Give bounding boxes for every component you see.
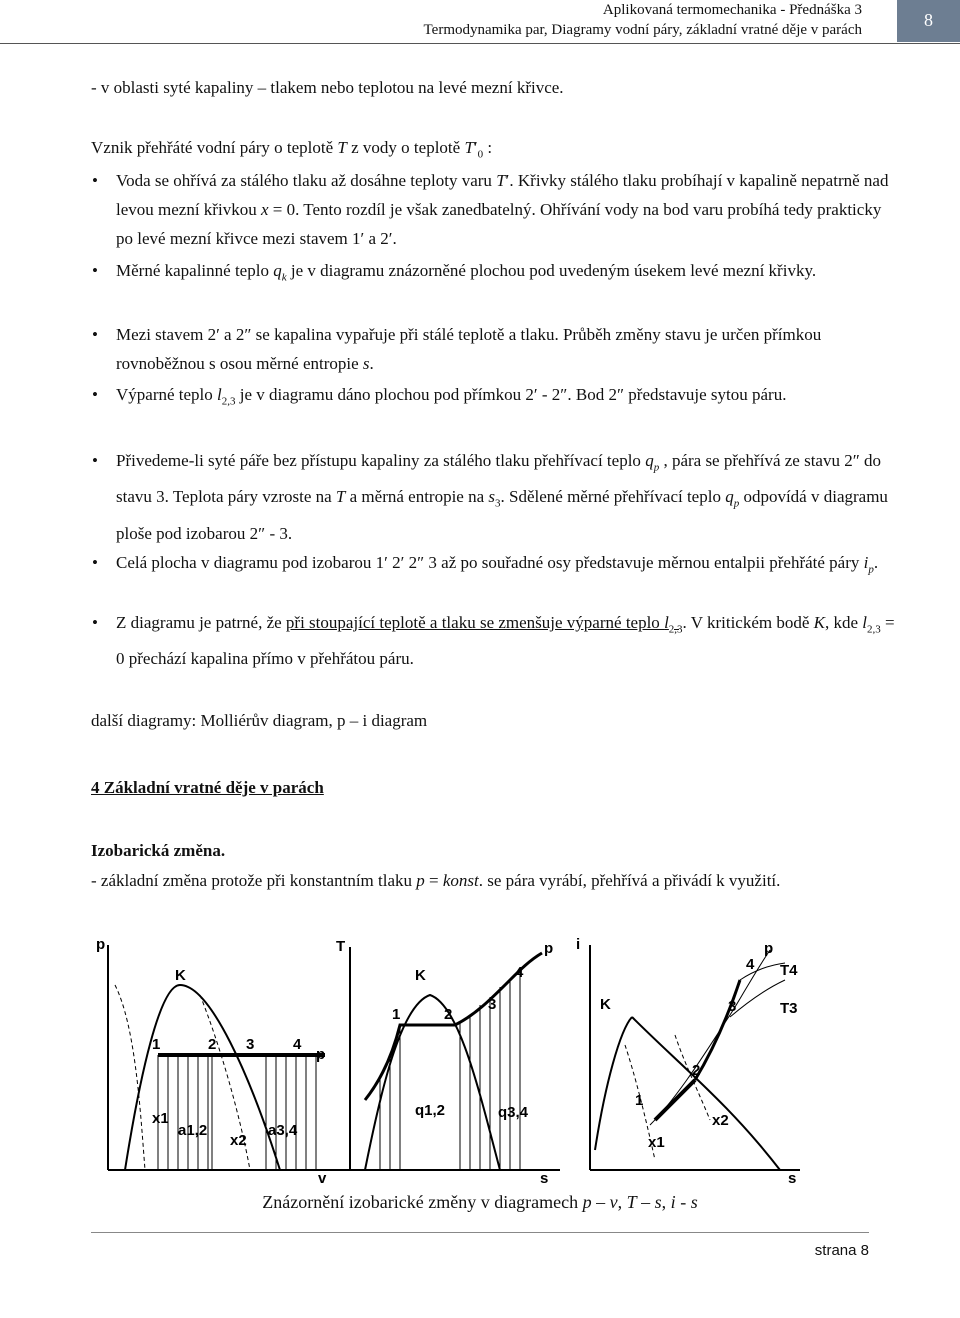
is-labels (576, 936, 798, 1187)
ts-diagram (350, 947, 560, 1170)
ts-axis-x-label: s (540, 1170, 549, 1187)
figure-caption: Znázornění izobarické změny v diagramech p – v, T – s, i - s (262, 1192, 698, 1212)
ts-q12-label: q1,2 (415, 1102, 446, 1119)
pv-critical-label: K (175, 967, 186, 984)
pv-point-1: 1 (152, 1036, 161, 1053)
is-axis-y-label: i (576, 936, 581, 953)
pv-a34-label: a3,4 (268, 1122, 298, 1139)
pv-a12-label: a1,2 (178, 1122, 208, 1139)
is-axis-x-label: s (788, 1170, 797, 1187)
bullet-4: • Výparné teplo $l_{2,3}$ je v diagramu dáno plochou pod přímkou 2′ - 2″. Bod 2″ představuje sytou páru. (92, 385, 787, 408)
is-diagram (590, 945, 800, 1170)
is-x1-label: x1 (648, 1134, 665, 1151)
pv-x2-label: x2 (230, 1132, 247, 1149)
ts-point-4: 4 (515, 964, 524, 981)
ts-critical-label: K (415, 967, 426, 984)
bullet-6: • Celá plocha v diagramu pod izobarou 1′ 2′ 2″ 3 až po souřadné osy představuje měrnou entalpii přehřáté páry $i_p$. (92, 553, 879, 576)
page-number-box: 8 (897, 0, 960, 42)
paragraph-1: - v oblasti syté kapaliny – tlakem nebo teplotou na levé mezní křivce. (91, 78, 564, 97)
pv-isobar-label: p (316, 1046, 326, 1063)
pv-point-3: 3 (246, 1036, 255, 1053)
bullet-3: • Mezi stavem 2′ a 2″ se kapalina vypařuje při stálé teplotě a tlaku. Průběh změny stavu je určen přímkou rovnoběžnou s osou měrné entropie s. (92, 325, 822, 373)
bullet-5: • Přivedeme-li syté páře bez přístupu kapaliny za stálého tlaku přehřívací teplo $q_p$ , pára se přehřívá ze stavu 2″ do stavu 3. Teplota páry vzroste na T a měrná entropie na $s_3$. Sdělené měrné přehřívací teplo $q_p$ odpovídá v diagramu ploše pod izobarou 2″ - 3. (92, 451, 888, 543)
is-T3-label: T3 (780, 1000, 798, 1017)
section-heading: 4 Základní vratné děje v parách (91, 778, 324, 797)
is-point-2: 2 (692, 1062, 701, 1079)
pv-axis-x-label: v (318, 1170, 327, 1187)
isobaric-diagrams-figure (80, 925, 820, 1187)
ts-isobar-label: p (544, 940, 554, 957)
is-point-3: 3 (728, 998, 737, 1015)
pv-point-4: 4 (293, 1036, 302, 1053)
header-line-2: Termodynamika par, Diagramy vodní páry, základní vratné děje v parách (423, 22, 862, 38)
header-line-1: Aplikovaná termomechanika - Přednáška 3 (602, 2, 862, 18)
is-point-4: 4 (746, 956, 755, 973)
ts-point-1: 1 (392, 1006, 401, 1023)
subsection-heading: Izobarická změna. (91, 841, 226, 860)
header-text (424, 0, 862, 40)
paragraph-4: - základní změna protože při konstantním tlaku p = konst. se pára vyrábí, přehřívá a přivádí k využití. (91, 871, 781, 890)
footer-rule (91, 1232, 869, 1233)
ts-axis-y-label: T (336, 938, 346, 955)
is-x2-label: x2 (712, 1112, 729, 1129)
bullet-2: • Měrné kapalinné teplo $q_k$ je v diagramu znázorněné plochou pod uvedeným úsekem levé mezní křivky. (92, 261, 817, 284)
ts-point-2: 2 (444, 1006, 453, 1023)
ts-q34-label: q3,4 (498, 1104, 529, 1121)
pv-point-2: 2 (208, 1036, 217, 1053)
is-point-1: 1 (635, 1092, 644, 1109)
page-header (0, 0, 960, 48)
pv-diagram (108, 945, 350, 1187)
is-T4-label: T4 (780, 962, 798, 979)
bullet-1: • Voda se ohřívá za stálého tlaku až dosáhne teploty varu T′. Křivky stálého tlaku probíhají v kapalině nepatrně nad levou mezní křivkou x = 0. Tento rozdíl je však zanedbatelný. Ohřívání vody na bod varu probíhá tedy prakticky po levé mezní křivce mezi stavem 1′ a 2′. (92, 171, 889, 248)
page-footer: strana 8 (814, 1242, 869, 1259)
paragraph-3: další diagramy: Molliérův diagram, p – i diagram (91, 711, 428, 730)
is-isobar-label: p (764, 940, 774, 957)
is-critical-label: K (600, 996, 611, 1013)
header-rule (0, 43, 960, 44)
pv-axis-y-label: p (96, 936, 106, 953)
pv-x1-label: x1 (152, 1110, 169, 1127)
paragraph-2: Vznik přehřáté vodní páry o teplotě T z vody o teplotě $T'_0$ : (91, 138, 493, 161)
bullet-7: • Z diagramu je patrné, že při stoupající teplotě a tlaku se zmenšuje výparné teplo $l_{2,3}$. V kritickém bodě K, kde $l_{2,3} = 0$ přechází kapalina přímo v přehřátou páru. (92, 613, 895, 669)
ts-point-3: 3 (488, 996, 497, 1013)
